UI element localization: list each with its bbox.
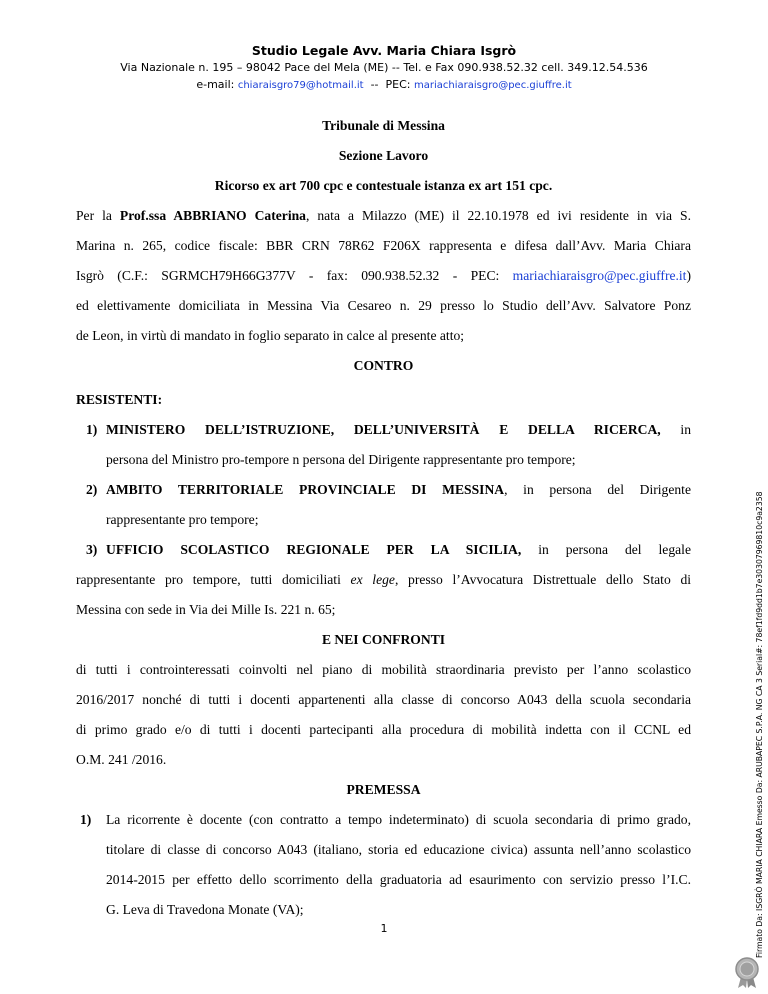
- premessa-heading: PREMESSA: [346, 782, 421, 797]
- court-title: Tribunale di Messina: [322, 118, 445, 133]
- resistente-name: AMBITO TERRITORIALE PROVINCIALE DI MESSINA: [106, 482, 505, 497]
- resistente-3-line-3: Messina con sede in Via dei Mille Is. 221 n. 65;: [76, 602, 336, 617]
- intro-text: ): [686, 268, 691, 283]
- confronti-line-2: 2016/2017 nonché di tutti i docenti appartenenti alla classe di concorso A043 della scuola secondaria: [76, 692, 691, 707]
- intro-line-4: ed elettivamente domiciliata in Messina Via Cesareo n. 29 presso lo Studio dell’Avv. Salvatore Ponz: [76, 298, 691, 313]
- resistente-text: , in persona del Dirigente: [504, 482, 691, 497]
- letterhead-address: Via Nazionale n. 195 – 98042 Pace del Mela (ME) -- Tel. e Fax 090.938.52.32 cell. 349.12.54.536: [120, 61, 648, 74]
- appeal-title: Ricorso ex art 700 cpc e contestuale istanza ex art 151 cpc.: [214, 178, 553, 193]
- intro-line-3: [76, 268, 691, 284]
- intro-line-1: [76, 208, 691, 224]
- list-number: 1): [80, 812, 92, 827]
- resistente-2-line-2: rappresentante pro tempore;: [106, 512, 259, 527]
- resistenti-heading: RESISTENTI:: [76, 392, 163, 407]
- resistente-1: [86, 422, 691, 438]
- client-name: Prof.ssa ABBRIANO Caterina: [119, 208, 306, 223]
- list-number: 3): [86, 542, 98, 557]
- email-link[interactable]: chiaraisgro79@hotmail.it: [237, 80, 364, 91]
- resistente-name: UFFICIO SCOLASTICO REGIONALE PER LA SICILIA,: [106, 542, 522, 557]
- resistente-2: [86, 482, 691, 498]
- intro-text: Isgrò (C.F.: SGRMCH79H66G377V - fax: 090.938.52.32 - PEC:: [76, 268, 513, 283]
- confronti-line-4: O.M. 241 /2016.: [76, 752, 167, 767]
- resistente-1-line-2: persona del Ministro pro-tempore n persona del Dirigente rappresentante pro tempore;: [106, 452, 576, 467]
- resistente-text: in: [680, 422, 691, 437]
- resistente-text: in persona del legale: [521, 542, 691, 557]
- pec-separator: -- PEC:: [363, 78, 414, 91]
- pec-link[interactable]: mariachiaraisgro@pec.giuffre.it: [413, 80, 572, 91]
- intro-line-5: de Leon, in virtù di mandato in foglio separato in calce al presente atto;: [76, 328, 465, 343]
- resistente-3: [86, 542, 691, 558]
- contro-heading: CONTRO: [353, 358, 414, 373]
- resistente-text: rappresentante pro tempore, tutti domiciliati: [76, 572, 351, 587]
- resistente-3-line-2: [76, 572, 691, 588]
- intro-text: Per la: [76, 208, 120, 223]
- intro-text: , nata a Milazzo (ME) il 22.10.1978 ed ivi residente in via S.: [305, 208, 691, 223]
- resistente-name: MINISTERO DELL’ISTRUZIONE, DELL’UNIVERSITÀ E DELLA RICERCA,: [106, 422, 661, 437]
- premessa-line-3: 2014-2015 per effetto dello scorrimento della graduatoria ad esaurimento con servizio presso l’I.C.: [106, 872, 691, 887]
- confronti-heading: E NEI CONFRONTI: [321, 632, 446, 647]
- letterhead-contacts: [0, 78, 768, 91]
- section-title: Sezione Lavoro: [338, 148, 429, 163]
- page-number: 1: [380, 922, 388, 935]
- email-label: e-mail:: [196, 78, 238, 91]
- resistente-text: , presso l’Avvocatura Distrettuale dello Stato di: [394, 572, 692, 587]
- list-number: 2): [86, 482, 98, 497]
- confronti-line-1: di tutti i controinteressati coinvolti nel piano di mobilità straordinaria previsto per l’anno scolastico: [76, 662, 691, 677]
- confronti-line-3: di primo grado e/o di tutti i docenti partecipanti alla procedura di mobilità indetta con il CCNL ed: [76, 722, 691, 737]
- premessa-text: La ricorrente è docente (con contratto a tempo indeterminato) di scuola secondaria di primo grado,: [106, 812, 691, 827]
- intro-line-2: Marina n. 265, codice fiscale: BBR CRN 78R62 F206X rappresenta e difesa dall’Avv. Maria Chiara: [76, 238, 691, 253]
- premessa-line-2: titolare di classe di concorso A043 (italiano, storia ed educazione civica) assunta nell’anno scolastico: [106, 842, 691, 857]
- list-number: 1): [86, 422, 98, 437]
- pec-link[interactable]: mariachiaraisgro@pec.giuffre.it: [512, 268, 687, 283]
- letterhead-firm: Studio Legale Avv. Maria Chiara Isgrò: [251, 43, 517, 58]
- ex-lege: ex lege: [350, 572, 395, 587]
- signature-seal-icon: [730, 955, 764, 989]
- premessa-line-1: [80, 812, 691, 828]
- premessa-line-4: G. Leva di Travedona Monate (VA);: [106, 902, 304, 917]
- digital-signature-stamp: Firmato Da: ISGRÒ MARIA CHIARA Emesso Da: ARUBAPEC S.P.A. NG CA 3 Serial#: 78ef1fd9dd1b7e30307969810c9a2358: [755, 491, 764, 958]
